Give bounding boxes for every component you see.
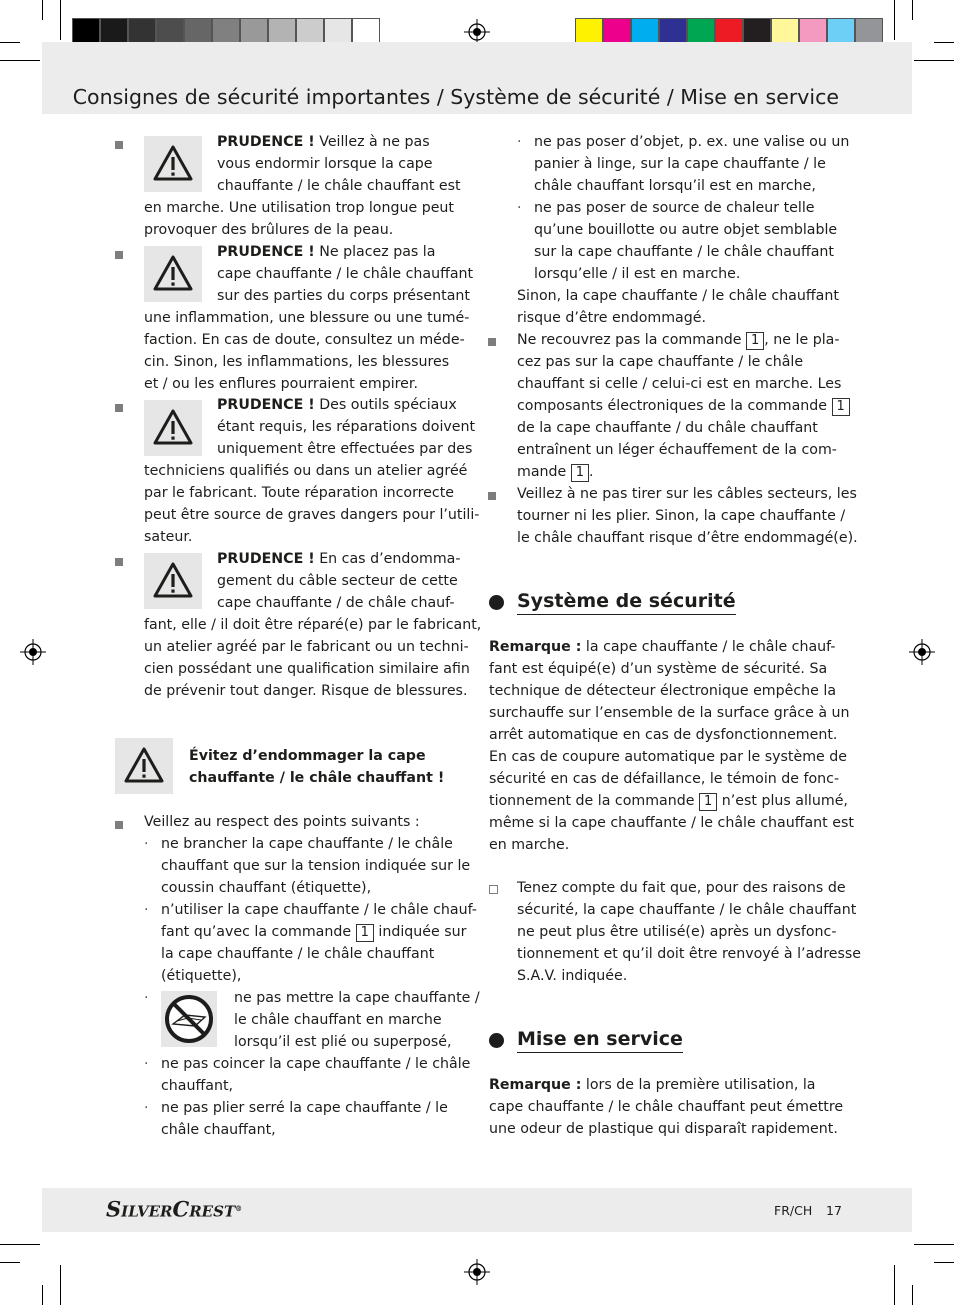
warning-icon xyxy=(144,246,202,302)
no-folding-icon xyxy=(161,991,217,1047)
sub-bullet: · xyxy=(517,134,522,150)
bullet-square xyxy=(115,558,123,566)
caution-paragraph: PRUDENCE ! Ne placez pas la cape chauffante / le châle chauffant sur des parties du corps présentant xyxy=(217,244,474,304)
sinon-paragraph: Sinon, la cape chauffante / le châle chauffant risque d’être endommagé. xyxy=(517,288,839,326)
crop-mark xyxy=(60,1265,61,1305)
crop-mark xyxy=(60,0,61,40)
crop-mark xyxy=(894,0,895,40)
section-bullet xyxy=(489,1033,504,1048)
crop-mark xyxy=(914,1244,954,1245)
registration-mark-icon xyxy=(464,1259,490,1285)
sub-bullet: · xyxy=(144,1056,149,1072)
section-bullet xyxy=(489,595,504,610)
respect-intro: Veillez au respect des points suivants : xyxy=(144,814,420,830)
caution-paragraph: PRUDENCE ! En cas d’endomma- gement du câble secteur de cette cape chauffante / de châle chauf- xyxy=(217,551,461,611)
brand-logo: SILVERCREST® xyxy=(106,1196,243,1222)
warning-icon xyxy=(144,553,202,609)
page-title: Consignes de sécurité importantes / Système de sécurité / Mise en service xyxy=(72,85,839,109)
note-label: Remarque : xyxy=(489,1077,582,1093)
control-number-badge: 1 xyxy=(832,398,850,416)
crop-mark xyxy=(934,1262,954,1263)
list-item: ne pas coincer la cape chauffante / le châle chauffant, xyxy=(161,1056,471,1094)
crop-mark xyxy=(0,1262,20,1263)
crop-mark xyxy=(42,1285,43,1305)
note-label: Remarque : xyxy=(489,639,582,655)
bullet-square xyxy=(115,141,123,149)
caution-paragraph: PRUDENCE ! Veillez à ne pas vous endormir lorsque la cape chauffante / le châle chauffant est xyxy=(217,134,461,194)
cover-paragraph: Ne recouvrez pas la commande 1 , ne le pla- cez pas sur la cape chauffante / le châle chauffant si celle / celui-ci est en marche. Les composants électroniques de la commande 1 de la cape chauffante / du châle chauffant entraînent un léger échauffement de la com- mande 1 . xyxy=(517,329,850,483)
section-heading-securite: Système de sécurité xyxy=(517,588,736,615)
sub-bullet: · xyxy=(144,836,149,852)
crop-mark xyxy=(894,1265,895,1305)
caution-label: PRUDENCE ! xyxy=(217,244,315,260)
sub-bullet: · xyxy=(144,990,149,1006)
crop-mark xyxy=(934,42,954,43)
crop-mark xyxy=(0,60,40,61)
bullet-square xyxy=(115,251,123,259)
registration-mark-icon xyxy=(909,639,935,665)
list-item: ne pas poser de source de chaleur telle qu’une bouillotte ou autre objet semblable sur la cape chauffante / le châle chauffant lorsqu’elle / il est en marche. xyxy=(534,200,838,282)
control-number-badge: 1 xyxy=(571,464,589,482)
tenez-paragraph: Tenez compte du fait que, pour des raisons de sécurité, la cape chauffante / le châle chauffant ne peut plus être utilisé(e) après un dysfonc- tionnement et qu’il doit être renvoyé à l’adresse S.A.V. indiquée. xyxy=(517,880,862,984)
cables-paragraph: Veillez à ne pas tirer sur les câbles secteurs, les tourner ni les plier. Sinon, la cape chauffante / le châle chauffant risque d’être endommagé(e). xyxy=(517,486,858,546)
caution-label: PRUDENCE ! xyxy=(217,551,315,567)
list-item: ne brancher la cape chauffante / le châle chauffant que sur la tension indiquée sur le coussin chauffant (étiquette), xyxy=(161,836,471,896)
warning-icon xyxy=(144,136,202,192)
caution-label: PRUDENCE ! xyxy=(217,134,315,150)
sub-bullet: · xyxy=(517,200,522,216)
registration-mark-icon xyxy=(20,639,46,665)
note-paragraph: Remarque : lors de la première utilisation, la cape chauffante / le châle chauffant peut émettre une odeur de plastique qui disparaît rapidement. xyxy=(489,1077,844,1137)
section-heading-mise-en-service: Mise en service xyxy=(517,1026,683,1053)
footer-locale: FR/CH xyxy=(774,1203,813,1218)
caution-paragraph: PRUDENCE ! Des outils spéciaux étant requis, les réparations doivent uniquement être effectuées par des xyxy=(217,397,476,457)
bullet-square xyxy=(488,338,496,346)
crop-mark xyxy=(912,0,913,20)
warning-icon xyxy=(144,400,202,456)
crop-mark xyxy=(42,0,43,20)
crop-mark xyxy=(0,1244,40,1245)
list-item: ne pas plier serré la cape chauffante / le châle chauffant, xyxy=(161,1100,448,1138)
list-item: ne pas mettre la cape chauffante / le châle chauffant en marche lorsqu’il est plié ou superposé, xyxy=(234,990,480,1050)
bullet-square xyxy=(115,404,123,412)
caution-label: PRUDENCE ! xyxy=(217,397,315,413)
crop-mark xyxy=(912,1285,913,1305)
warning-box-icon xyxy=(115,738,173,794)
checkbox-bullet xyxy=(489,885,498,894)
crop-mark xyxy=(914,60,954,61)
warning-box-text: Évitez d’endommager la cape chauffante / le châle chauffant ! xyxy=(189,748,445,786)
control-number-badge: 1 xyxy=(746,332,764,350)
bullet-square xyxy=(488,492,496,500)
control-number-badge: 1 xyxy=(356,924,374,942)
list-item: n’utiliser la cape chauffante / le châle chauf- fant qu’avec la commande 1 indiquée sur la cape chauffante / le châle chauffant (étiquette), xyxy=(161,902,477,984)
bullet-square xyxy=(115,821,123,829)
note-paragraph: Remarque : la cape chauffante / le châle chauf- fant est équipé(e) d’un système de sécurité. Sa technique de détecteur électronique empêche la surchauffe sur l’ensemble de la surface grâce à un arrêt automatique en cas de dysfonctionnement. En cas de coupure automatique par le système de sécurité en cas de défaillance, le témoin de fonc- tionnement de la commande 1 n’est plus allumé, même si la cape chauffante / le châle chauffant est en marche. xyxy=(489,639,854,853)
control-number-badge: 1 xyxy=(699,793,717,811)
sub-bullet: · xyxy=(144,902,149,918)
sub-bullet: · xyxy=(144,1100,149,1116)
page-number: 17 xyxy=(826,1203,842,1218)
crop-mark xyxy=(0,42,20,43)
list-item: ne pas poser d’objet, p. ex. une valise ou un panier à linge, sur la cape chauffante / le châle chauffant lorsqu’il est en marche, xyxy=(534,134,850,194)
